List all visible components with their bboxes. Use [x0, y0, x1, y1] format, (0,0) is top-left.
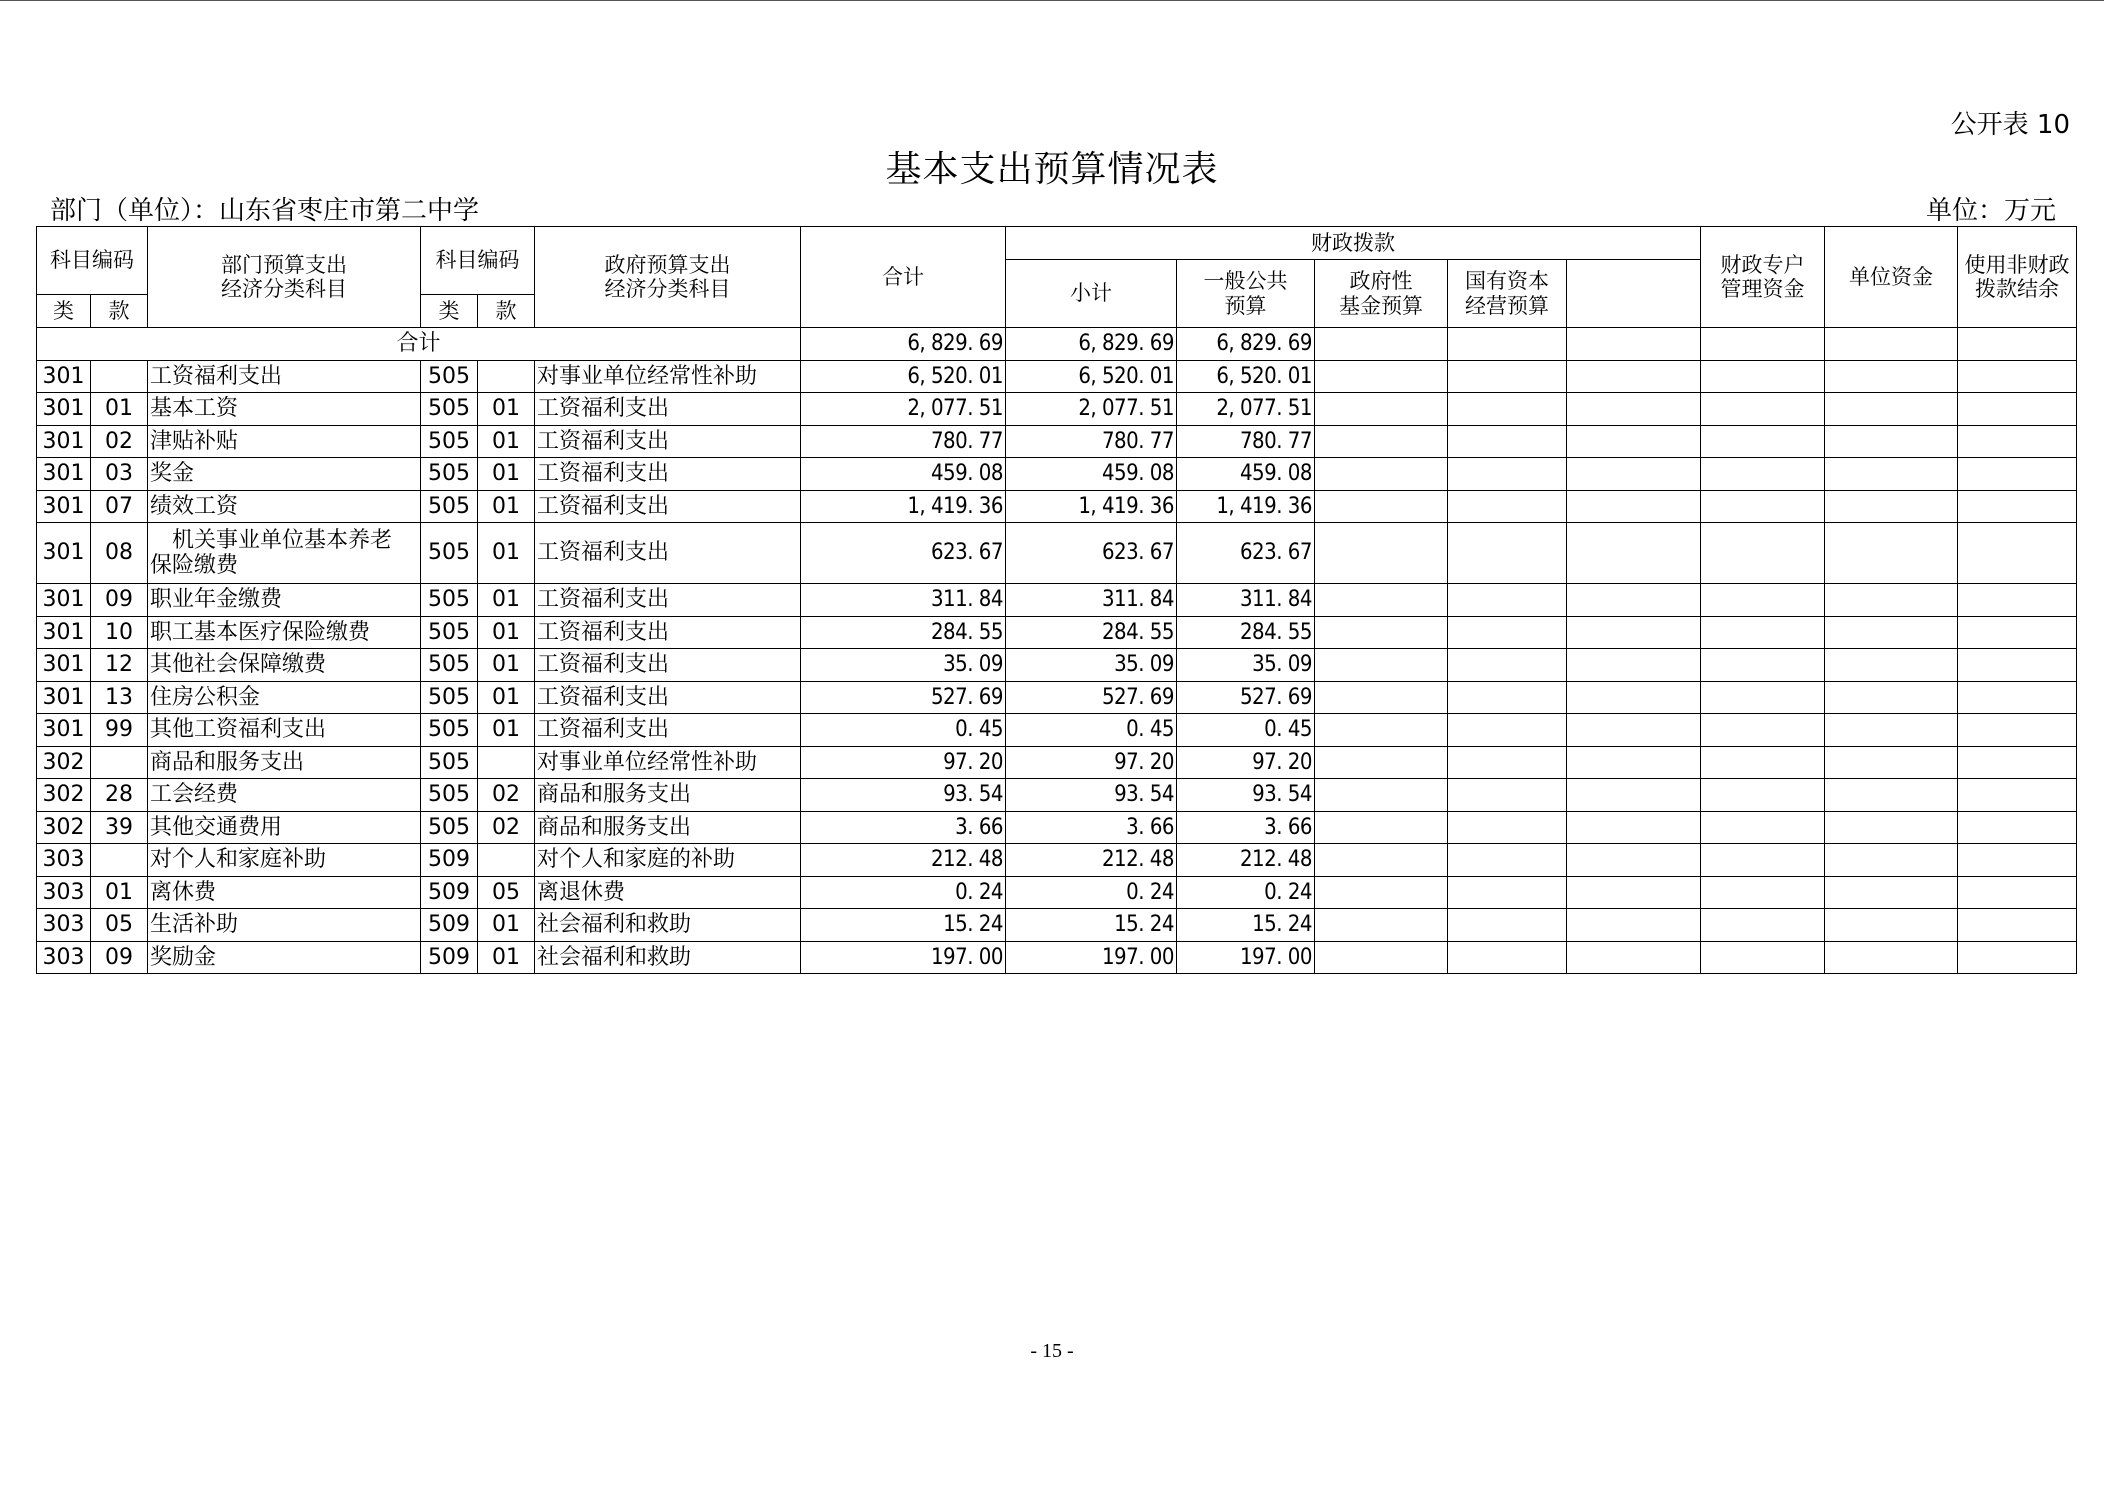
- row-total: 459. 08: [801, 458, 1006, 491]
- row-gov-name: 社会福利和救助: [535, 941, 801, 974]
- row-lei: 303: [37, 909, 91, 942]
- row-general: 284. 55: [1177, 616, 1315, 649]
- table-row: [37, 714, 2077, 747]
- row-gov-lei: 509: [421, 941, 478, 974]
- row-total: 197. 00: [801, 941, 1006, 974]
- row-general: 97. 20: [1177, 746, 1315, 779]
- row-name: 职业年金缴费: [148, 584, 421, 617]
- table-row: [37, 360, 2077, 393]
- table-row: [37, 523, 2077, 584]
- row-subtotal: 0. 24: [1006, 876, 1177, 909]
- header-govfund: [1315, 260, 1448, 328]
- header-stateown-line2: 经营预算: [1465, 293, 1549, 318]
- row-kuan: 13: [91, 681, 148, 714]
- row-gov-name: 社会福利和救助: [535, 909, 801, 942]
- header-gov-subject-line1: 政府预算支出: [604, 252, 731, 277]
- row-gov-lei: 505: [421, 393, 478, 426]
- row-lei: 301: [37, 584, 91, 617]
- row-kuan: 02: [91, 425, 148, 458]
- row-name: 基本工资: [148, 393, 421, 426]
- row-gov-kuan: 01: [478, 681, 535, 714]
- row-gov-kuan: 01: [478, 649, 535, 682]
- row-total: 311. 84: [801, 584, 1006, 617]
- row-name: 工会经费: [148, 779, 421, 812]
- header-stateown: [1448, 260, 1567, 328]
- row-gov-kuan: 02: [478, 811, 535, 844]
- row-subtotal: 780. 77: [1006, 425, 1177, 458]
- table-row: [37, 811, 2077, 844]
- row-subtotal: 3. 66: [1006, 811, 1177, 844]
- row-gov-kuan: 01: [478, 490, 535, 523]
- row-general: 623. 67: [1177, 523, 1315, 584]
- header-dept-subject: [148, 227, 421, 328]
- row-gov-lei: 505: [421, 681, 478, 714]
- row-name-line1: 机关事业单位基本养老: [172, 527, 393, 553]
- budget-table: [36, 226, 2077, 974]
- header-special-line2: 管理资金: [1720, 277, 1805, 301]
- row-gov-kuan: 01: [478, 458, 535, 491]
- table-row: [37, 909, 2077, 942]
- row-gov-name: 对事业单位经常性补助: [535, 746, 801, 779]
- row-name-line2: 保险缴费: [150, 553, 239, 578]
- row-lei: 302: [37, 746, 91, 779]
- row-subtotal: 15. 24: [1006, 909, 1177, 942]
- row-gov-lei: 505: [421, 490, 478, 523]
- header-nonfiscal-line2: 拨款结余: [1975, 277, 2060, 301]
- row-general: 0. 45: [1177, 714, 1315, 747]
- row-lei: 302: [37, 779, 91, 812]
- row-total: 527. 69: [801, 681, 1006, 714]
- row-gov-name: 工资福利支出: [535, 425, 801, 458]
- header-dept-subject-line1: 部门预算支出: [221, 252, 347, 277]
- unit-label: 单位：万元: [1925, 196, 2056, 226]
- header-gov-lei: 类: [421, 295, 478, 328]
- row-gov-kuan: 01: [478, 425, 535, 458]
- row-gov-name: 工资福利支出: [535, 616, 801, 649]
- row-gov-name: 商品和服务支出: [535, 811, 801, 844]
- row-lei: 302: [37, 811, 91, 844]
- row-total: 6, 520. 01: [801, 360, 1006, 393]
- row-kuan: 09: [91, 584, 148, 617]
- row-general: 93. 54: [1177, 779, 1315, 812]
- header-dept-subject-line2: 经济分类科目: [221, 277, 347, 301]
- row-kuan: [91, 844, 148, 877]
- row-general: 527. 69: [1177, 681, 1315, 714]
- header-lei: 类: [37, 295, 91, 328]
- row-subtotal: 0. 45: [1006, 714, 1177, 747]
- row-kuan: 07: [91, 490, 148, 523]
- row-gov-lei: 505: [421, 811, 478, 844]
- header-dept-code: 科目编码: [37, 227, 148, 295]
- total-row-total: 6, 829. 69: [801, 328, 1006, 361]
- row-gov-kuan: 01: [478, 584, 535, 617]
- row-total: 97. 20: [801, 746, 1006, 779]
- row-name: [148, 523, 421, 584]
- row-gov-name: 工资福利支出: [535, 490, 801, 523]
- row-subtotal: 197. 00: [1006, 941, 1177, 974]
- row-name: 其他社会保障缴费: [148, 649, 421, 682]
- row-subtotal: 2, 077. 51: [1006, 393, 1177, 426]
- total-row: [37, 328, 2077, 361]
- row-gov-kuan: 01: [478, 523, 535, 584]
- row-name: 奖励金: [148, 941, 421, 974]
- row-gov-lei: 505: [421, 360, 478, 393]
- row-gov-lei: 509: [421, 909, 478, 942]
- row-general: 311. 84: [1177, 584, 1315, 617]
- row-lei: 301: [37, 360, 91, 393]
- row-general: 197. 00: [1177, 941, 1315, 974]
- row-kuan: 39: [91, 811, 148, 844]
- row-gov-name: 商品和服务支出: [535, 779, 801, 812]
- row-general: 0. 24: [1177, 876, 1315, 909]
- header-fiscal: 财政拨款: [1006, 227, 1701, 260]
- table-row: [37, 393, 2077, 426]
- row-lei: 301: [37, 523, 91, 584]
- row-total: 35. 09: [801, 649, 1006, 682]
- row-lei: 301: [37, 458, 91, 491]
- row-general: 3. 66: [1177, 811, 1315, 844]
- row-gov-lei: 505: [421, 714, 478, 747]
- row-lei: 301: [37, 714, 91, 747]
- row-total: 212. 48: [801, 844, 1006, 877]
- header-kuan: 款: [91, 295, 148, 328]
- row-gov-kuan: 05: [478, 876, 535, 909]
- row-lei: 301: [37, 425, 91, 458]
- row-lei: 303: [37, 941, 91, 974]
- table-row: [37, 681, 2077, 714]
- row-kuan: 12: [91, 649, 148, 682]
- table-row: [37, 616, 2077, 649]
- table-row: [37, 584, 2077, 617]
- row-subtotal: 284. 55: [1006, 616, 1177, 649]
- row-gov-kuan: 01: [478, 393, 535, 426]
- header-stateown-line1: 国有资本: [1465, 269, 1549, 294]
- row-gov-lei: 505: [421, 584, 478, 617]
- row-subtotal: 311. 84: [1006, 584, 1177, 617]
- total-row-subtotal: 6, 829. 69: [1006, 328, 1177, 361]
- row-gov-kuan: 01: [478, 909, 535, 942]
- department-label: 部门（单位）：山东省枣庄市第二中学: [50, 196, 480, 226]
- row-subtotal: 93. 54: [1006, 779, 1177, 812]
- header-nonfiscal: [1958, 227, 2077, 328]
- row-lei: 303: [37, 844, 91, 877]
- total-row-label: 合计: [37, 328, 801, 361]
- row-gov-name: 工资福利支出: [535, 681, 801, 714]
- row-kuan: 01: [91, 876, 148, 909]
- row-kuan: 01: [91, 393, 148, 426]
- row-subtotal: 527. 69: [1006, 681, 1177, 714]
- row-total: 284. 55: [801, 616, 1006, 649]
- row-general: 6, 520. 01: [1177, 360, 1315, 393]
- row-gov-name: 工资福利支出: [535, 523, 801, 584]
- row-total: 2, 077. 51: [801, 393, 1006, 426]
- header-general-line1: 一般公共: [1203, 269, 1288, 294]
- page-title: 基本支出预算情况表: [885, 149, 1219, 190]
- row-total: 780. 77: [801, 425, 1006, 458]
- row-gov-name: 工资福利支出: [535, 458, 801, 491]
- row-gov-lei: 505: [421, 779, 478, 812]
- row-gov-lei: 505: [421, 425, 478, 458]
- row-kuan: 28: [91, 779, 148, 812]
- row-subtotal: 97. 20: [1006, 746, 1177, 779]
- row-name: 商品和服务支出: [148, 746, 421, 779]
- row-gov-name: 工资福利支出: [535, 584, 801, 617]
- row-kuan: 99: [91, 714, 148, 747]
- row-kuan: 09: [91, 941, 148, 974]
- table-row: [37, 746, 2077, 779]
- row-gov-kuan: [478, 360, 535, 393]
- row-gov-name: 离退休费: [535, 876, 801, 909]
- row-general: 1, 419. 36: [1177, 490, 1315, 523]
- header-special: [1701, 227, 1825, 328]
- row-general: 459. 08: [1177, 458, 1315, 491]
- header-govfund-line1: 政府性: [1349, 269, 1413, 294]
- header-gov-subject-line2: 经济分类科目: [604, 277, 731, 301]
- table-row: [37, 458, 2077, 491]
- row-gov-lei: 509: [421, 876, 478, 909]
- header-nonfiscal-line1: 使用非财政: [1964, 252, 2070, 277]
- table-row: [37, 844, 2077, 877]
- table-row: [37, 941, 2077, 974]
- row-name: 其他交通费用: [148, 811, 421, 844]
- row-subtotal: 623. 67: [1006, 523, 1177, 584]
- row-lei: 301: [37, 393, 91, 426]
- row-general: 2, 077. 51: [1177, 393, 1315, 426]
- row-gov-name: 工资福利支出: [535, 714, 801, 747]
- row-lei: 301: [37, 490, 91, 523]
- top-border-line: [0, 0, 2104, 1]
- row-name: 住房公积金: [148, 681, 421, 714]
- row-name: 津贴补贴: [148, 425, 421, 458]
- row-general: 15. 24: [1177, 909, 1315, 942]
- row-general: 35. 09: [1177, 649, 1315, 682]
- row-kuan: 05: [91, 909, 148, 942]
- row-gov-kuan: [478, 746, 535, 779]
- row-total: 15. 24: [801, 909, 1006, 942]
- header-gov-kuan: 款: [478, 295, 535, 328]
- table-row: [37, 649, 2077, 682]
- row-gov-kuan: 01: [478, 941, 535, 974]
- header-unitfund: 单位资金: [1825, 227, 1958, 328]
- header-govfund-line2: 基金预算: [1339, 293, 1423, 318]
- row-gov-name: 对事业单位经常性补助: [535, 360, 801, 393]
- row-name: 其他工资福利支出: [148, 714, 421, 747]
- row-gov-name: 对个人和家庭的补助: [535, 844, 801, 877]
- header-subtotal: 小计: [1006, 260, 1177, 328]
- table-number: 公开表 10: [1950, 110, 2070, 140]
- row-general: 212. 48: [1177, 844, 1315, 877]
- row-gov-kuan: 01: [478, 714, 535, 747]
- header-general-line2: 预算: [1224, 293, 1267, 318]
- row-name: 离休费: [148, 876, 421, 909]
- table-row: [37, 425, 2077, 458]
- row-gov-kuan: 02: [478, 779, 535, 812]
- row-name: 职工基本医疗保险缴费: [148, 616, 421, 649]
- row-name: 工资福利支出: [148, 360, 421, 393]
- row-gov-lei: 505: [421, 616, 478, 649]
- row-kuan: 08: [91, 523, 148, 584]
- header-special-line1: 财政专户: [1720, 252, 1805, 277]
- row-name: 绩效工资: [148, 490, 421, 523]
- row-name: 对个人和家庭补助: [148, 844, 421, 877]
- total-row-general: 6, 829. 69: [1177, 328, 1315, 361]
- row-gov-lei: 505: [421, 523, 478, 584]
- row-general: 780. 77: [1177, 425, 1315, 458]
- header-total: 合计: [801, 227, 1006, 328]
- row-gov-lei: 505: [421, 649, 478, 682]
- header-gov-subject: [535, 227, 801, 328]
- row-lei: 303: [37, 876, 91, 909]
- row-kuan: 03: [91, 458, 148, 491]
- row-subtotal: 212. 48: [1006, 844, 1177, 877]
- row-kuan: [91, 746, 148, 779]
- header-gov-code: 科目编码: [421, 227, 535, 295]
- table-row: [37, 490, 2077, 523]
- row-gov-name: 工资福利支出: [535, 393, 801, 426]
- page-number: - 15 -: [1030, 1340, 1074, 1362]
- row-gov-kuan: 01: [478, 616, 535, 649]
- row-subtotal: 459. 08: [1006, 458, 1177, 491]
- row-name: 生活补助: [148, 909, 421, 942]
- row-kuan: 10: [91, 616, 148, 649]
- row-total: 1, 419. 36: [801, 490, 1006, 523]
- row-gov-lei: 509: [421, 844, 478, 877]
- row-total: 3. 66: [801, 811, 1006, 844]
- row-name: 奖金: [148, 458, 421, 491]
- row-kuan: [91, 360, 148, 393]
- row-subtotal: 1, 419. 36: [1006, 490, 1177, 523]
- row-gov-lei: 505: [421, 458, 478, 491]
- table-row: [37, 779, 2077, 812]
- row-subtotal: 6, 520. 01: [1006, 360, 1177, 393]
- header-general: [1177, 260, 1315, 328]
- row-total: 93. 54: [801, 779, 1006, 812]
- row-total: 0. 45: [801, 714, 1006, 747]
- row-lei: 301: [37, 649, 91, 682]
- row-gov-name: 工资福利支出: [535, 649, 801, 682]
- row-gov-kuan: [478, 844, 535, 877]
- row-total: 623. 67: [801, 523, 1006, 584]
- row-lei: 301: [37, 681, 91, 714]
- table-row: [37, 876, 2077, 909]
- row-subtotal: 35. 09: [1006, 649, 1177, 682]
- row-lei: 301: [37, 616, 91, 649]
- row-total: 0. 24: [801, 876, 1006, 909]
- row-gov-lei: 505: [421, 746, 478, 779]
